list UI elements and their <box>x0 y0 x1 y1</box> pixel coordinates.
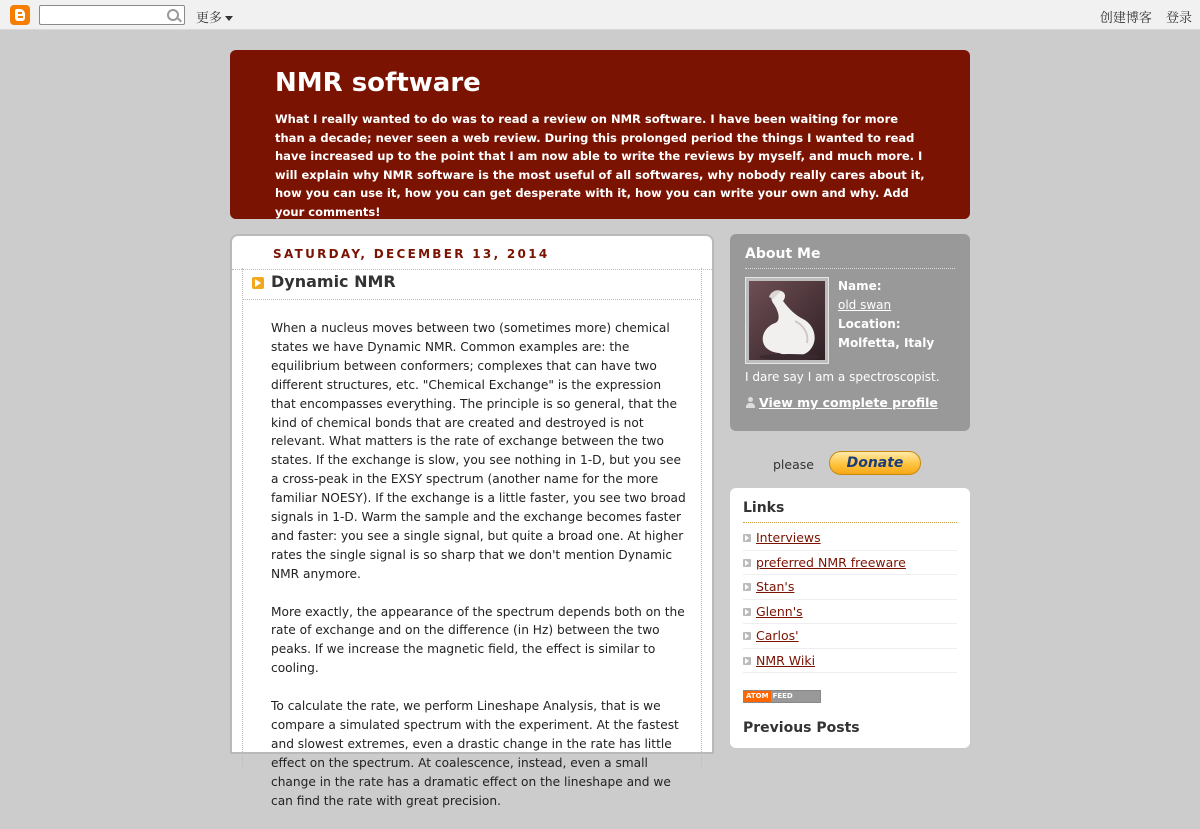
please-label: please <box>773 457 814 472</box>
list-item[interactable] <box>743 600 957 625</box>
navbar-right-links <box>1090 7 1192 26</box>
link-stans[interactable]: Stan's <box>756 579 795 594</box>
links-list <box>743 526 957 673</box>
post-paragraph: More exactly, the appearance of the spectrum depends both on the rate of exchange and on the difference (in Hz) between the two peaks. If we increase the magnetic field, the effect is similar to cooling. <box>271 604 685 676</box>
swan-photo-icon <box>749 281 825 360</box>
link-nmr-wiki[interactable]: NMR Wiki <box>756 652 816 668</box>
view-profile-link[interactable]: View my complete profile <box>759 395 938 410</box>
post-body <box>271 319 689 829</box>
donate-button[interactable]: Donate <box>829 451 921 475</box>
bullet-arrow-icon <box>743 583 751 591</box>
blog-title[interactable]: NMR software <box>275 68 481 98</box>
login-link[interactable]: 登录 <box>1165 11 1192 26</box>
location-label: Location: <box>838 317 901 331</box>
arrow-right-icon <box>252 277 264 289</box>
divider <box>745 268 955 269</box>
link-interviews[interactable]: Interviews <box>756 530 821 545</box>
avatar[interactable] <box>745 277 829 364</box>
list-item[interactable] <box>743 551 957 576</box>
location-value: Molfetta, Italy <box>838 336 935 350</box>
bullet-arrow-icon <box>743 608 751 616</box>
link-carlos[interactable]: Carlos' <box>756 628 799 643</box>
list-item[interactable] <box>743 575 957 600</box>
previous-posts-title: Previous Posts <box>743 720 860 736</box>
bullet-arrow-icon <box>743 632 751 640</box>
links-widget <box>730 488 970 748</box>
profile-name-link[interactable]: old swan <box>838 298 892 312</box>
blog-header <box>230 50 970 219</box>
person-icon <box>745 397 755 408</box>
blog-description: What I really wanted to do was to read a review on NMR software. I have been waiting for more than a decade; never seen a web review. During this prolonged period the things I wanted to read have increased up to the point that I am now able to write the reviews by myself, and much more. I will explain why NMR software is the most useful of all softwares, why nobody really cares about it, how you can use it, how you can get desperate with it, how you can write your own and why. Add your comments! <box>275 112 925 219</box>
blogger-navbar <box>0 0 1200 30</box>
post-date: SATURDAY, DECEMBER 13, 2014 <box>273 247 550 261</box>
about-me-title: About Me <box>745 246 821 262</box>
bullet-arrow-icon <box>743 534 751 542</box>
navbar-search-input[interactable] <box>39 5 185 25</box>
post-container <box>230 234 714 808</box>
atom-feed-badge[interactable] <box>743 690 821 703</box>
link-glenns[interactable]: Glenn's <box>756 603 803 619</box>
view-profile-row <box>745 395 938 410</box>
navbar-more-label: 更多 <box>196 11 223 26</box>
list-item[interactable] <box>743 526 957 551</box>
blogger-logo-icon[interactable] <box>10 5 30 25</box>
post-paragraph: When a nucleus moves between two (sometimes more) chemical states we have Dynamic NMR. Common examples are: the equilibrium between conformers; complexes that can have two different structures, etc. "Chemical Exchange" is the expression that encompasses everything. The principle is so general, that the kind of chemical bonds that are created and destroyed is not relevant. What matters is the rate of exchange between the two states. If the exchange is slow, you see nothing in 1-D, but you see a cross-peak in the EXSY spectrum (another name for the more familiar NOESY). If the exchange is a little faster, you see two broad signals in 1-D. Warm the sample and the exchange becomes faster and faster: you see a single signal, but quite a broad one. At higher rates the single signal is so sharp that we don't mention Dynamic NMR anymore. <box>271 321 686 581</box>
post-paragraph: To calculate the rate, we perform Lineshape Analysis, that is we compare a simulated spectrum with the experiment. At the fastest and slowest extremes, even a drastic change in the rate has little effect on the spectrum. At coalescence, instead, even a small change in the rate has a dramatic effect on the lineshape and we can find the rate with great precision. <box>271 699 679 808</box>
profile-details <box>838 277 934 353</box>
atom-label: ATOM <box>746 692 769 700</box>
bullet-arrow-icon <box>743 559 751 567</box>
links-title: Links <box>743 500 785 516</box>
about-description: I dare say I am a spectroscopist. <box>745 370 940 384</box>
chevron-down-icon <box>225 16 233 21</box>
list-item[interactable] <box>743 649 957 674</box>
list-item[interactable] <box>743 624 957 649</box>
divider <box>242 299 700 300</box>
feed-label: FEED <box>772 692 793 700</box>
divider <box>743 522 957 523</box>
name-label: Name: <box>838 279 882 293</box>
post-title[interactable]: Dynamic NMR <box>271 272 396 291</box>
link-preferred-nmr-freeware[interactable]: preferred NMR freeware <box>756 554 906 570</box>
search-icon[interactable] <box>167 9 179 21</box>
bullet-arrow-icon <box>743 657 751 665</box>
navbar-more-menu[interactable] <box>196 7 233 26</box>
about-me-widget <box>730 234 970 431</box>
create-blog-link[interactable]: 创建博客 <box>1099 11 1152 26</box>
